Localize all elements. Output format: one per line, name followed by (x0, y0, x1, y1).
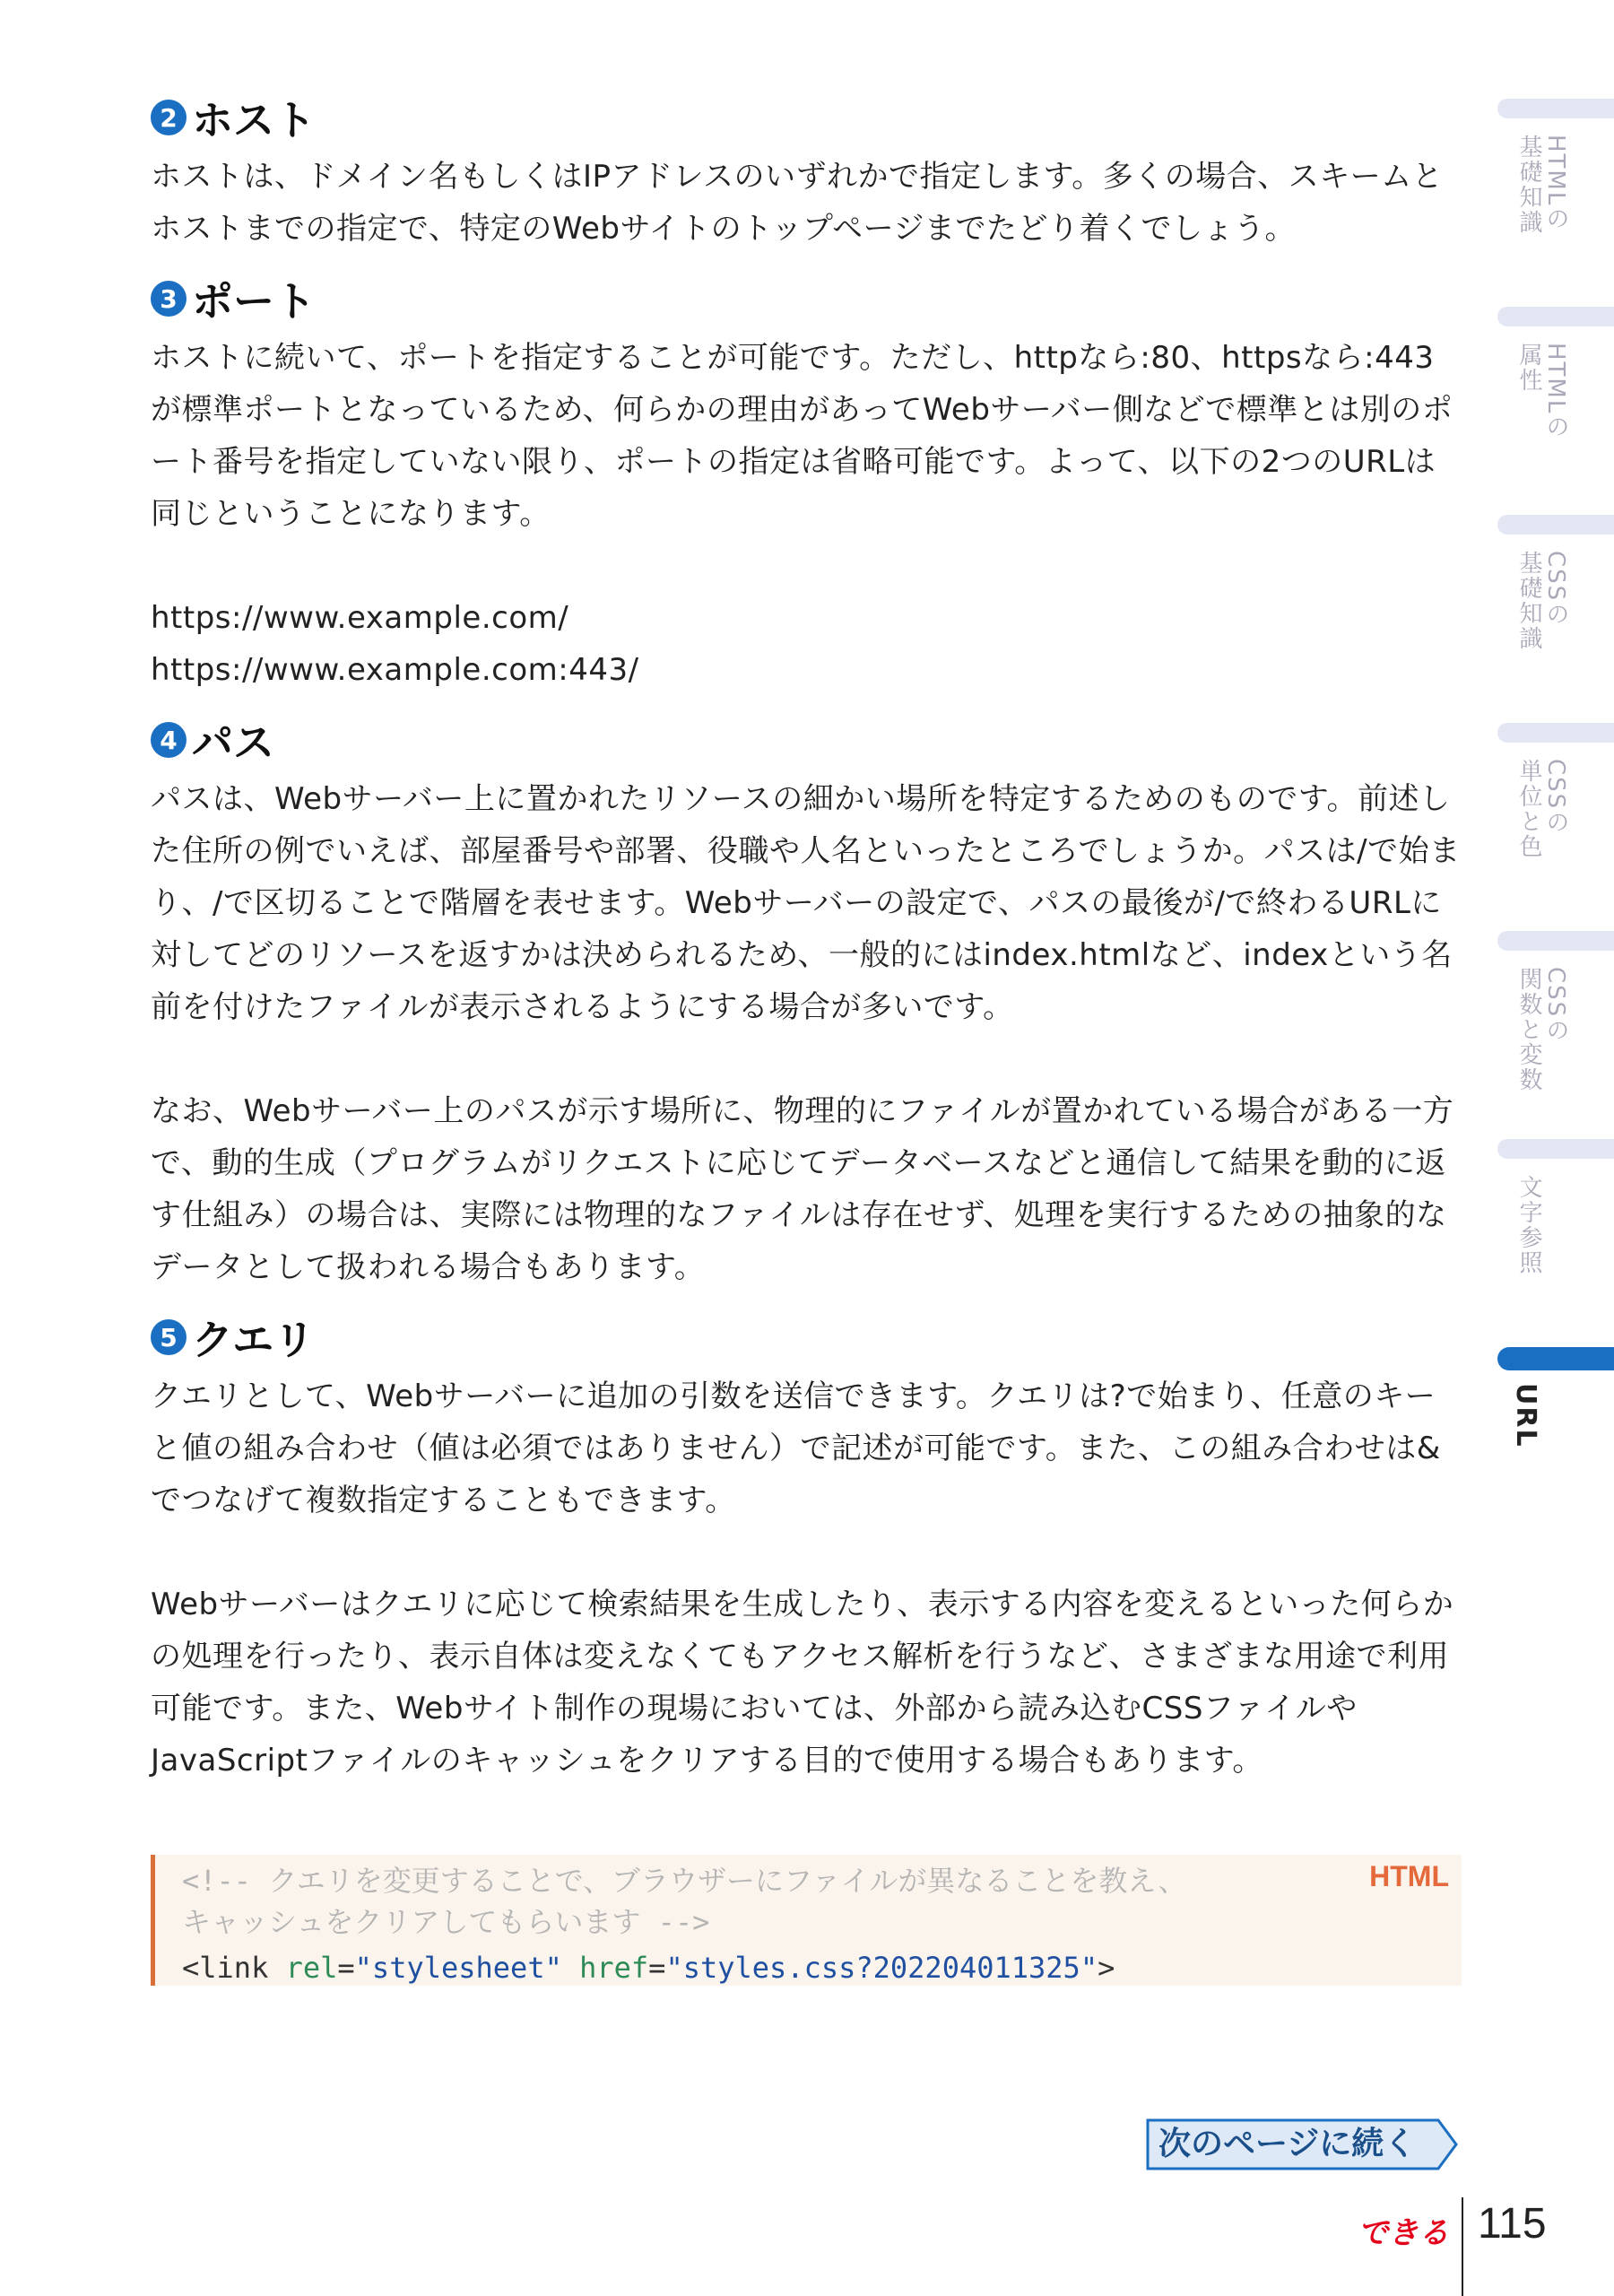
code-language-label: HTML (1369, 1860, 1449, 1892)
main-content (151, 90, 1462, 1787)
tab-label: HTMLの 属性 (1515, 343, 1569, 440)
code-block (151, 1855, 1462, 1986)
publisher-logo: できる (1358, 2215, 1449, 2251)
url-example: https://www.example.com/ (151, 600, 569, 636)
tab-bar (1497, 99, 1614, 118)
continue-next-page-button[interactable] (1146, 2118, 1460, 2170)
tab-label: 文字参照 (1515, 1175, 1542, 1275)
tab-label: HTMLの 基礎知識 (1515, 135, 1569, 235)
section-title: ホスト (192, 96, 316, 144)
code-value: "stylesheet" (354, 1951, 562, 1985)
section-heading-path (151, 712, 1462, 768)
continue-label: 次のページに続く (1158, 2126, 1417, 2162)
code-comment-line: <!-- クエリを変更することで、ブラウザーにファイルが異なることを教え、 (182, 1864, 1187, 1898)
section-number: 4 (151, 722, 187, 758)
section-number: 2 (151, 100, 187, 135)
tab-label: URL (1510, 1383, 1541, 1448)
code-tag: > (1098, 1951, 1115, 1985)
section-title: クエリ (192, 1316, 316, 1364)
tab-label: CSSの 単位と色 (1515, 759, 1569, 859)
tab-bar (1497, 723, 1614, 743)
paragraph: Webサーバーはクエリに応じて検索結果を生成したり、表示する内容を変えるといった何らかの処理を行ったり、表示自体は変えなくてもアクセス解析を行うなど、さまざまな用途で利用可能です。また、Webサイト制作の現場においては、外部から読み込むCSSファイルやJavaScriptファイルのキャッシュをクリアする目的で使用する場合もあります。 (151, 1587, 1454, 1779)
paragraph: パスは、Webサーバー上に置かれたリソースの細かい場所を特定するためのものです。前述した住所の例でいえば、部屋番号や部署、役職や人名といったところでしょうか。パスは/で始まり、/で区切ることで階層を表せます。Webサーバーの設定で、パスの最後が/で終わるURLに対してどのリソースを返すかは決められるため、一般的にはindex.htmlなど、indexという名前を付けたファイルが表示されるようにする場合が多いです。 (151, 781, 1461, 1025)
tab-label: CSSの 関数と変数 (1515, 967, 1569, 1092)
section-title: パス (192, 718, 274, 767)
tab-bar (1497, 1139, 1614, 1159)
section-heading-host (151, 90, 1462, 145)
paragraph: クエリとして、Webサーバーに追加の引数を送信できます。クエリは?で始まり、任意のキーと値の組み合わせ（値は必須ではありません）で記述が可能です。また、この組み合わせは&でつなげて複数指定することもできます。 (151, 1378, 1441, 1518)
tab-label: CSSの 基礎知識 (1515, 551, 1569, 651)
code-link-line: <link rel="stylesheet" href="styles.css?202204011325"> (182, 1951, 1115, 1985)
section-number: 5 (151, 1319, 187, 1355)
tab-bar (1497, 931, 1614, 951)
paragraph: ホストは、ドメイン名もしくはIPアドレスのいずれかで指定します。多くの場合、スキームとホストまでの指定で、特定のWebサイトのトップページまでたどり着くでしょう。 (151, 159, 1444, 247)
footer-divider (1462, 2197, 1463, 2296)
url-example: https://www.example.com:443/ (151, 652, 639, 688)
code-comment-line: キャッシュをクリアしてもらいます --> (182, 1905, 710, 1939)
section-title: ポート (192, 277, 316, 326)
section-heading-query (151, 1309, 1462, 1365)
section-heading-port (151, 271, 1462, 326)
code-attribute: href (579, 1951, 649, 1985)
page-number: 115 (1478, 2200, 1547, 2248)
paragraph: なお、Webサーバー上のパスが示す場所に、物理的にファイルが置かれている場合がある一方で、動的生成（プログラムがリクエストに応じてデータベースなどと通信して結果を動的に返す仕組み）の場合は、実際には物理的なファイルは存在せず、処理を実行するための抽象的なデータとして扱われる場合もあります。 (151, 1093, 1454, 1285)
code-value: "styles.css?202204011325" (665, 1951, 1098, 1985)
paragraph: ホストに続いて、ポートを指定することが可能です。ただし、httpなら:80、httpsなら:443が標準ポートとなっているため、何らかの理由があってWebサーバー側などで標準とは別のポート番号を指定していない限り、ポートの指定は省略可能です。よって、以下の2つのURLは同じということになります。 (151, 340, 1453, 532)
tab-bar-active (1497, 1347, 1614, 1370)
code-attribute: rel (285, 1951, 338, 1985)
tab-bar (1497, 307, 1614, 326)
tab-bar (1497, 515, 1614, 535)
section-number: 3 (151, 281, 187, 317)
code-tag: <link (182, 1951, 269, 1985)
